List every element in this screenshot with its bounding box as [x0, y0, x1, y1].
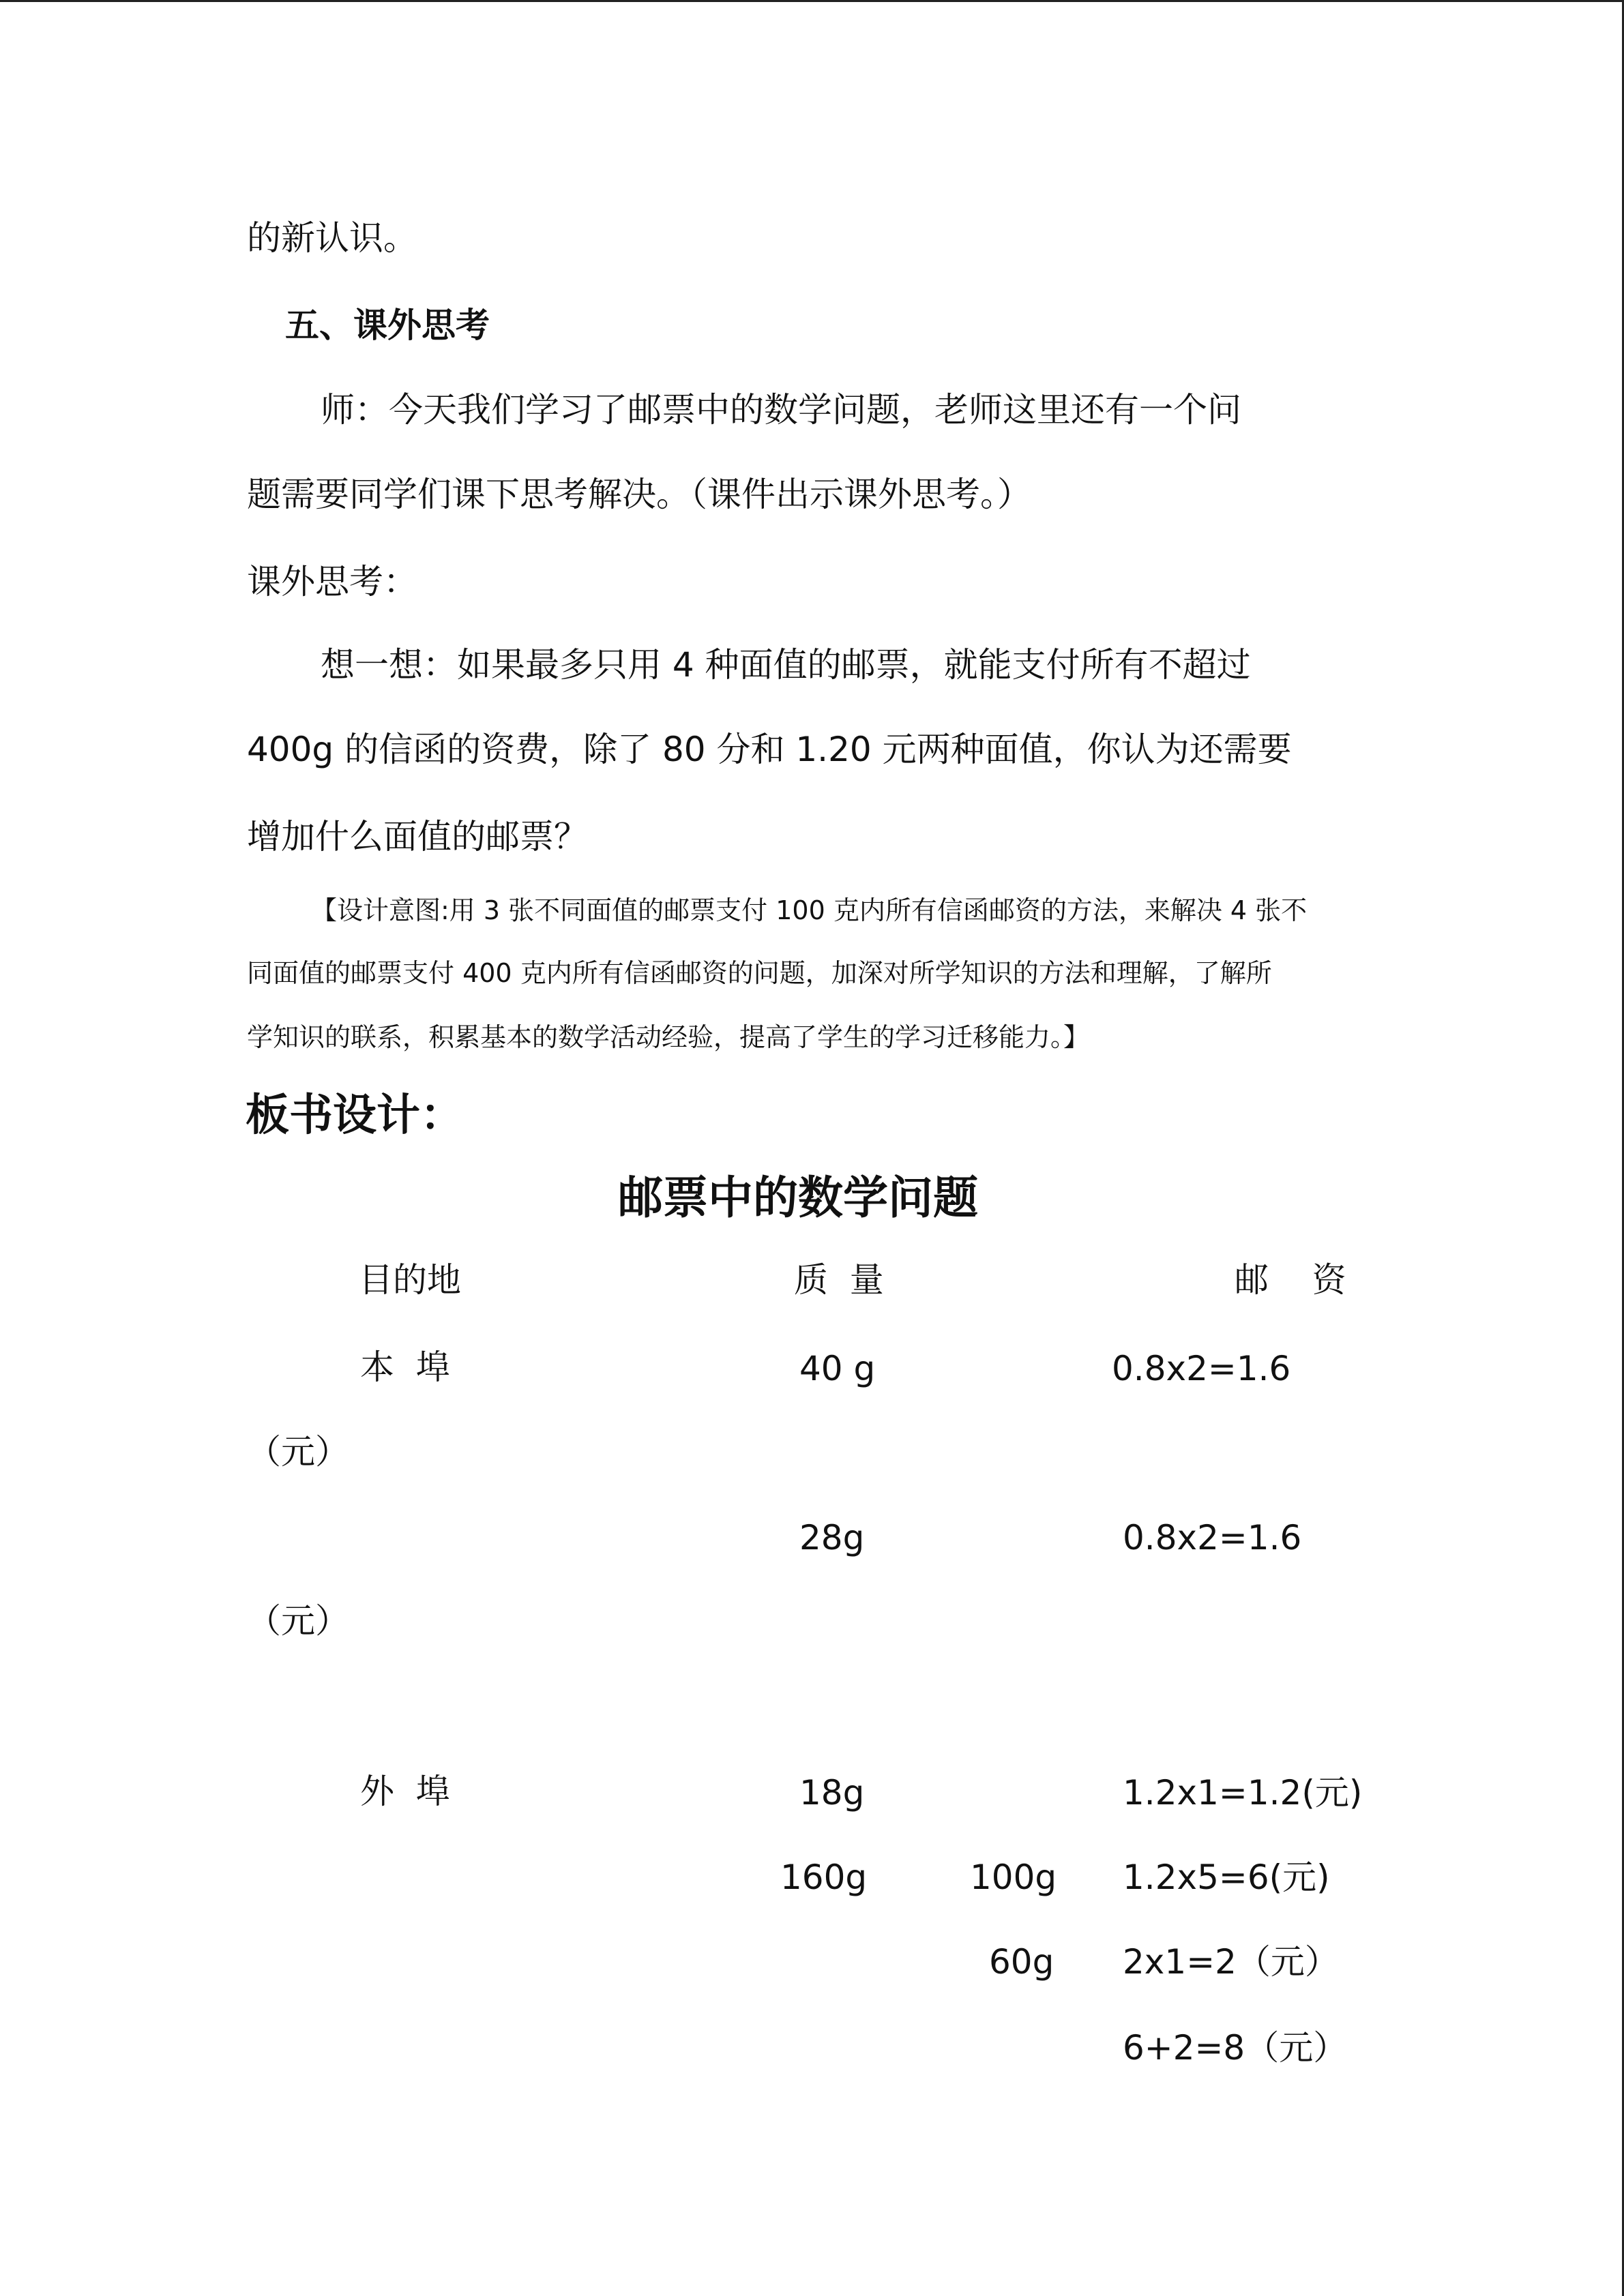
design-intent-line-2: 同面值的邮票支付 400 克内所有信函邮资的问题，加深对所学知识的方法和理解，了解所	[247, 958, 1272, 988]
teacher-line-1: 师：今天我们学习了邮票中的数学问题，老师这里还有一个问	[321, 390, 1241, 430]
board-heading: 板书设计：	[246, 1090, 464, 1141]
column-mass: 质 量	[794, 1260, 884, 1300]
teacher-line-2: 题需要同学们课下思考解决。（课件出示课外思考。）	[247, 475, 1031, 514]
local-row2-mass: 28g	[799, 1518, 865, 1557]
column-postage: 邮 资	[1235, 1260, 1346, 1300]
remote-row3-split: 60g	[989, 1942, 1054, 1982]
remote-row2-split: 100g	[970, 1858, 1057, 1897]
local-row1-mass: 40 g	[799, 1349, 876, 1388]
remote-row2-postage: 1.2x5=6(元)	[1123, 1858, 1330, 1897]
local-row1-unit: （元）	[247, 1432, 349, 1472]
board-title: 邮票中的数学问题	[618, 1172, 978, 1224]
question-line-2: 400g 的信函的资费，除了 80 分和 1.20 元两种面值，你认为还需要	[247, 730, 1292, 769]
column-destination: 目的地	[359, 1260, 461, 1300]
local-row2-postage: 0.8x2=1.6	[1123, 1518, 1302, 1557]
remote-label: 外 埠	[360, 1772, 450, 1811]
remote-row3-postage: 2x1=2（元）	[1123, 1942, 1339, 1982]
local-label: 本 埠	[360, 1347, 450, 1387]
remote-row1-mass: 18g	[799, 1773, 865, 1813]
remote-row2-mass: 160g	[780, 1858, 868, 1897]
thinking-label: 课外思考：	[247, 562, 417, 601]
remote-row1-postage: 1.2x1=1.2(元)	[1123, 1773, 1363, 1813]
intro-continuation: 的新认识。	[247, 218, 417, 258]
remote-total: 6+2=8（元）	[1123, 2028, 1348, 2068]
section-heading: 五、课外思考	[285, 305, 490, 345]
local-row2-unit: （元）	[247, 1601, 349, 1641]
design-intent-line-3: 学知识的联系，积累基本的数学活动经验，提高了学生的学习迁移能力。】	[247, 1022, 1090, 1052]
local-row1-postage: 0.8x2=1.6	[1112, 1349, 1291, 1388]
design-intent-line-1: 【设计意图:用 3 张不同面值的邮票支付 100 克内所有信函邮资的方法，来解决 4 张不	[311, 895, 1308, 925]
question-line-3: 增加什么面值的邮票？	[247, 817, 588, 856]
question-line-1: 想一想：如果最多只用 4 种面值的邮票，就能支付所有不超过	[321, 645, 1251, 685]
